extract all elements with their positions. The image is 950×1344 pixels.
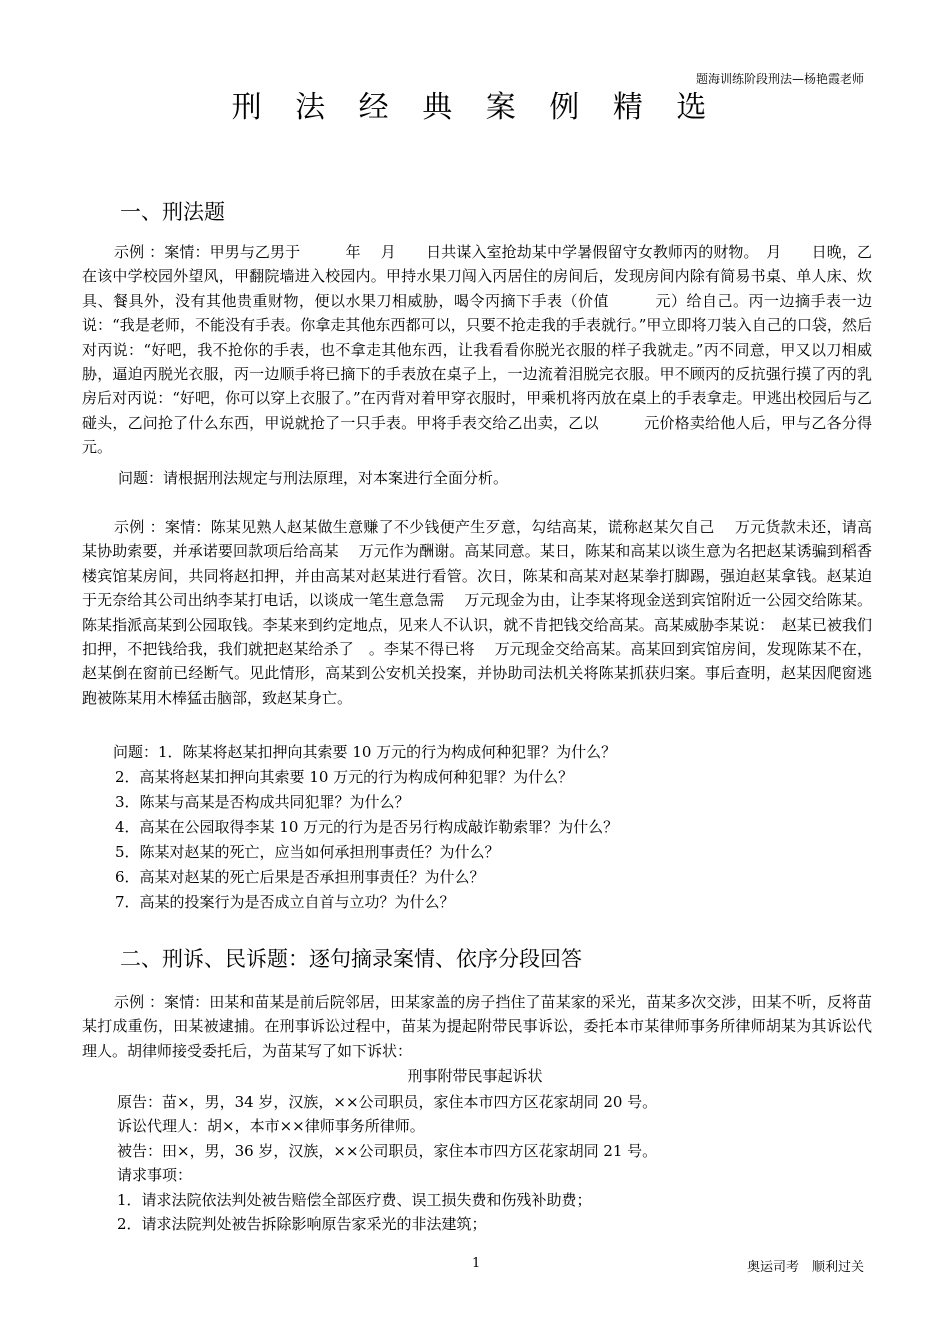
complaint-line: 2．请求法院判处被告拆除影响原告家采光的非法建筑； [117,1215,487,1234]
case-paragraph-2 [82,515,872,710]
complaint-title: 刑事附带民事起诉状 [407,1067,543,1085]
footer-slogan: 奥运司考 顺利过关 [746,1260,864,1275]
question-item: 问题：1．陈某将赵某扣押向其索要 10 万元的行为构成何种犯罪？为什么？ [113,743,617,761]
question-text: 问题：请根据刑法规定与刑法原理，对本案进行全面分析。 [118,469,509,487]
question-item: 5．陈某对赵某的死亡，应当如何承担刑事责任？为什么？ [115,843,500,861]
case-text: ：案情：田某和苗某是前后院邻居，田某家盖的房子挡住了苗某家的采光，苗某多次交涉，田某不听，反将苗某打成重伤，田某被逮捕。在刑事诉讼过程中，苗某为提起附带民事诉讼，委托本市某律师事务所律师胡某为其诉讼代理人。胡律师接受委托后，为苗某写了如下诉状： [82,993,872,1060]
question-item: 2．高某将赵某扣押向其索要 10 万元的行为构成何种犯罪？为什么？ [115,768,574,786]
example-label: 示例 [114,518,145,536]
section-heading-procedure: 二、刑诉、民诉题：逐句摘录案情、依序分段回答 [120,947,582,971]
complaint-line: 1．请求法院依法判处被告赔偿全部医疗费、误工损失费和伤残补助费； [117,1190,592,1209]
complaint-line: 原告：苗×，男，34 岁，汉族，××公司职员，家住本市四方区花家胡同 20 号。 [117,1093,658,1111]
page-number: 1 [472,1256,481,1271]
complaint-lines [117,1090,657,1236]
complaint-line: 诉讼代理人：胡×，本市××律师事务所律师。 [117,1117,425,1136]
case-paragraph-3 [82,990,872,1063]
question-item: 6．高某对赵某的死亡后果是否承担刑事责任？为什么？ [115,868,485,886]
case-text: ：案情：甲男与乙男于 年 月 日共谋入室抢劫某中学暑假留守女教师丙的财物。 月 日晚，乙在该中学校园外望风，甲翻院墙进入校园内。甲持水果刀闯入丙居住的房间后，发现房间内除有简易书桌、单人床、炊具、餐具外，没有其他贵重财物，便以水果刀相威胁，喝令丙摘下手表（价值 元）给自己。丙一边摘手表一边说：“我是老师，不能没有手表。你拿走其他东西都可以，只要不抢走我的手表就行。”甲立即将刀装入自己的口袋，然后对丙说：“好吧，我不抢你的手表，也不拿走其他东西，让我看看你脱光衣服的样子我就走。”丙不同意，甲又以刀相威胁，逼迫丙脱光衣服，丙一边顺手将已摘下的手表放在桌子上，一边流着泪脱完衣服。甲不顾丙的反抗强行摸了丙的乳房后对丙说：“好吧，你可以穿上衣服了。”在丙背对着甲穿衣服时，甲乘机将丙放在桌上的手表拿走。甲逃出校园后与乙碰头，乙问抢了什么东西，甲说就抢了一只手表。甲将手表交给乙出卖，乙以 元价格卖给他人后，甲与乙各分得 元。 [82,243,907,457]
question-item: 3．陈某与高某是否构成共同犯罪？为什么？ [115,793,410,811]
complaint-line: 被告：田×，男，36 岁，汉族，××公司职员，家住本市四方区花家胡同 21 号。 [117,1141,658,1160]
complaint-line: 请求事项： [117,1166,193,1185]
question-list [113,740,618,915]
page-title: 刑 法 经 典 案 例 精 选 [231,90,719,125]
case-text: ：案情：陈某见熟人赵某做生意赚了不少钱便产生歹意，勾结高某，谎称赵某欠自己 万元货款未还，请高某协助索要，并承诺要回款项后给高某 万元作为酬谢。高某同意。某日，陈某和高某以谈生意为名把赵某诱骗到稻香楼宾馆某房间，共同将赵扣押，并由高某对赵某进行看管。次日，陈某和高某对赵某拳打脚踢，强迫赵某拿钱。赵某迫于无奈给其公司出纳李某打电话，以谈成一笔生意急需 万元现金为由，让李某将现金送到宾馆附近一公园交给陈某。陈某指派高某到公园取钱。李某来到约定地点，见来人不认识，就不肯把钱交给高某。高某威胁李某说： 赵某已被我们扣押，不把钱给我，我们就把赵某给杀了 。李某不得已将 万元现金交给高某。高某回到宾馆房间，发现陈某不在，赵某倒在窗前已经断气。见此情形，高某到公安机关投案，并协助司法机关将陈某抓获归案。事后查明，赵某因爬窗逃跑被陈某用木棒猛击脑部，致赵某身亡。 [82,518,872,707]
header-note: 题海训练阶段刑法—杨艳霞老师 [695,72,864,86]
question-item: 4．高某在公园取得李某 10 万元的行为是否另行构成敲诈勒索罪？为什么？ [115,818,619,836]
question-item: 7．高某的投案行为是否成立自首与立功？为什么？ [115,893,455,911]
example-label: 示例 [114,993,145,1011]
example-label: 示例 [114,243,145,261]
case-paragraph-1 [82,240,907,460]
section-heading-criminal-law: 一、刑法题 [120,200,225,224]
